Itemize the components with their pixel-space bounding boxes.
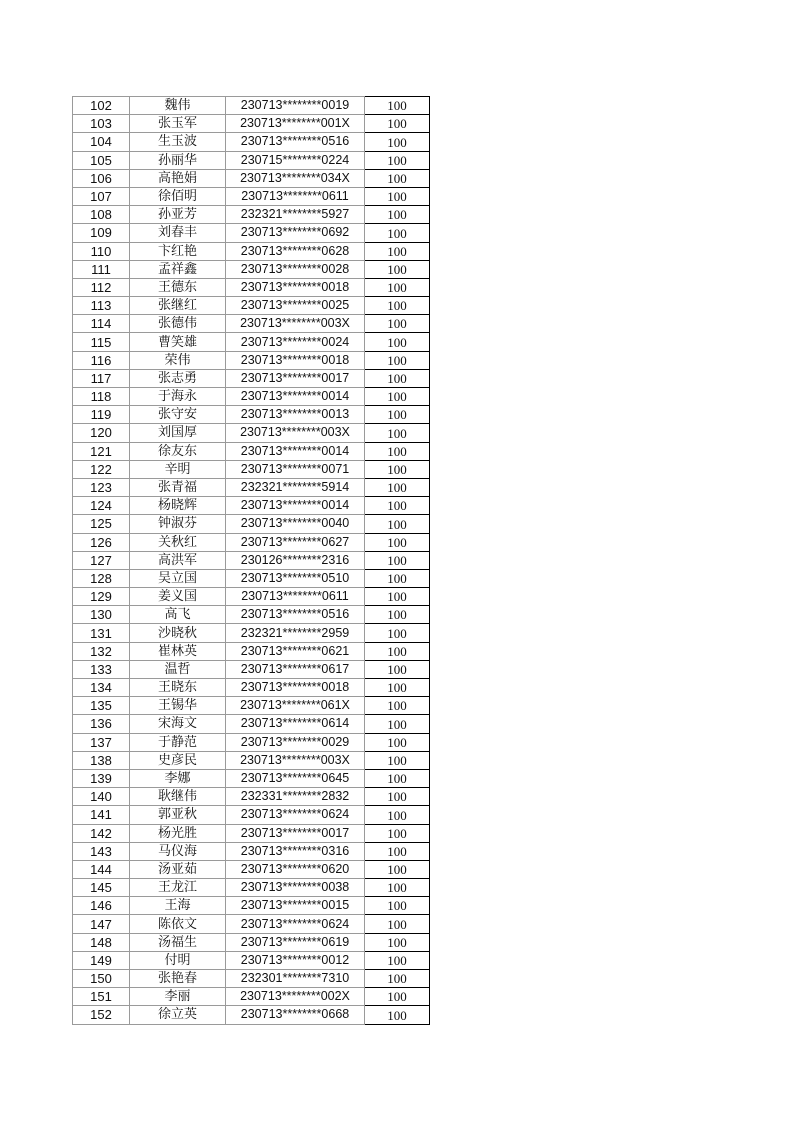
score-value: 100 (365, 242, 430, 260)
score-value: 100 (365, 115, 430, 133)
table-row (73, 497, 430, 515)
score-value: 100 (365, 824, 430, 842)
row-number: 119 (73, 406, 130, 424)
person-name: 王锡华 (130, 697, 226, 715)
person-name: 张守安 (130, 406, 226, 424)
person-name: 徐友东 (130, 442, 226, 460)
id-number: 230713********0627 (226, 533, 365, 551)
score-value: 100 (365, 315, 430, 333)
table-row (73, 1006, 430, 1024)
person-name: 孙丽华 (130, 151, 226, 169)
id-number: 230713********034X (226, 169, 365, 187)
person-name: 杨光胜 (130, 824, 226, 842)
id-number: 232321********2959 (226, 624, 365, 642)
person-name: 孙亚芳 (130, 206, 226, 224)
score-value: 100 (365, 806, 430, 824)
id-number: 230713********002X (226, 988, 365, 1006)
score-value: 100 (365, 151, 430, 169)
person-name: 于海永 (130, 388, 226, 406)
score-value: 100 (365, 769, 430, 787)
score-value: 100 (365, 497, 430, 515)
table-row (73, 788, 430, 806)
id-number: 230713********0014 (226, 388, 365, 406)
person-name: 徐佰明 (130, 187, 226, 205)
table-row (73, 351, 430, 369)
score-value: 100 (365, 187, 430, 205)
score-value: 100 (365, 642, 430, 660)
score-value: 100 (365, 351, 430, 369)
table-row (73, 187, 430, 205)
row-number: 104 (73, 133, 130, 151)
id-number: 230713********003X (226, 315, 365, 333)
table-row (73, 297, 430, 315)
table-row (73, 642, 430, 660)
score-value: 100 (365, 406, 430, 424)
row-number: 140 (73, 788, 130, 806)
table-row (73, 660, 430, 678)
row-number: 130 (73, 606, 130, 624)
table-row (73, 824, 430, 842)
row-number: 136 (73, 715, 130, 733)
id-number: 230713********0014 (226, 442, 365, 460)
table-row (73, 606, 430, 624)
row-number: 114 (73, 315, 130, 333)
table-row (73, 860, 430, 878)
person-name: 高洪军 (130, 551, 226, 569)
id-number: 232321********5914 (226, 478, 365, 496)
id-number: 230713********0620 (226, 860, 365, 878)
id-number: 230713********0029 (226, 733, 365, 751)
person-name: 张德伟 (130, 315, 226, 333)
table-row (73, 624, 430, 642)
id-number: 230713********0018 (226, 679, 365, 697)
person-name: 张青福 (130, 478, 226, 496)
table-row (73, 115, 430, 133)
person-name: 刘国厚 (130, 424, 226, 442)
row-number: 134 (73, 679, 130, 697)
person-name: 张艳春 (130, 970, 226, 988)
person-name: 张继红 (130, 297, 226, 315)
score-value: 100 (365, 333, 430, 351)
row-number: 135 (73, 697, 130, 715)
table-row (73, 879, 430, 897)
table-row (73, 933, 430, 951)
person-name: 马仪海 (130, 842, 226, 860)
row-number: 109 (73, 224, 130, 242)
person-name: 李丽 (130, 988, 226, 1006)
id-number: 230713********061X (226, 697, 365, 715)
score-value: 100 (365, 97, 430, 115)
table-row (73, 588, 430, 606)
row-number: 131 (73, 624, 130, 642)
id-number: 230713********0611 (226, 588, 365, 606)
person-name: 郭亚秋 (130, 806, 226, 824)
row-number: 139 (73, 769, 130, 787)
score-value: 100 (365, 860, 430, 878)
row-number: 115 (73, 333, 130, 351)
id-number: 230713********0611 (226, 187, 365, 205)
person-name: 关秋红 (130, 533, 226, 551)
row-number: 149 (73, 951, 130, 969)
table-row (73, 242, 430, 260)
score-value: 100 (365, 606, 430, 624)
row-number: 141 (73, 806, 130, 824)
row-number: 120 (73, 424, 130, 442)
score-value: 100 (365, 278, 430, 296)
row-number: 122 (73, 460, 130, 478)
person-name: 姜义国 (130, 588, 226, 606)
table-row (73, 533, 430, 551)
id-number: 230713********0516 (226, 606, 365, 624)
table-row (73, 151, 430, 169)
person-name: 刘春丰 (130, 224, 226, 242)
row-number: 150 (73, 970, 130, 988)
score-value: 100 (365, 133, 430, 151)
table-row (73, 970, 430, 988)
id-number: 232321********5927 (226, 206, 365, 224)
person-name: 张志勇 (130, 369, 226, 387)
score-value: 100 (365, 206, 430, 224)
row-number: 110 (73, 242, 130, 260)
row-number: 142 (73, 824, 130, 842)
score-value: 100 (365, 733, 430, 751)
person-name: 吴立国 (130, 569, 226, 587)
score-value: 100 (365, 551, 430, 569)
id-number: 232301********7310 (226, 970, 365, 988)
table-row (73, 842, 430, 860)
table-row (73, 460, 430, 478)
person-name: 卞红艳 (130, 242, 226, 260)
id-number: 230713********0019 (226, 97, 365, 115)
row-number: 138 (73, 751, 130, 769)
row-number: 112 (73, 278, 130, 296)
person-name: 曹笑雄 (130, 333, 226, 351)
person-name: 钟淑芬 (130, 515, 226, 533)
score-value: 100 (365, 715, 430, 733)
row-number: 107 (73, 187, 130, 205)
table-row (73, 260, 430, 278)
score-value: 100 (365, 897, 430, 915)
id-number: 230713********001X (226, 115, 365, 133)
score-value: 100 (365, 442, 430, 460)
score-value: 100 (365, 660, 430, 678)
score-value: 100 (365, 369, 430, 387)
score-value: 100 (365, 297, 430, 315)
table-row (73, 388, 430, 406)
table-row (73, 369, 430, 387)
id-number: 230715********0224 (226, 151, 365, 169)
person-name: 崔林英 (130, 642, 226, 660)
person-name: 汤亚茹 (130, 860, 226, 878)
id-number: 230713********0516 (226, 133, 365, 151)
row-number: 145 (73, 879, 130, 897)
table-row (73, 515, 430, 533)
person-name: 王德东 (130, 278, 226, 296)
person-name: 史彦民 (130, 751, 226, 769)
person-name: 张玉军 (130, 115, 226, 133)
person-name: 高艳娟 (130, 169, 226, 187)
id-number: 230713********0624 (226, 806, 365, 824)
id-number: 230713********0040 (226, 515, 365, 533)
id-number: 230713********0018 (226, 278, 365, 296)
table-row (73, 206, 430, 224)
row-number: 129 (73, 588, 130, 606)
id-number: 230713********0013 (226, 406, 365, 424)
score-value: 100 (365, 588, 430, 606)
score-value: 100 (365, 970, 430, 988)
person-name: 辛明 (130, 460, 226, 478)
id-number: 230713********0510 (226, 569, 365, 587)
score-value: 100 (365, 679, 430, 697)
score-value: 100 (365, 788, 430, 806)
roster-rows (73, 97, 430, 1025)
table-row (73, 169, 430, 187)
row-number: 121 (73, 442, 130, 460)
id-number: 232331********2832 (226, 788, 365, 806)
score-value: 100 (365, 388, 430, 406)
score-value: 100 (365, 260, 430, 278)
person-name: 沙晓秋 (130, 624, 226, 642)
person-name: 高飞 (130, 606, 226, 624)
row-number: 123 (73, 478, 130, 496)
score-value: 100 (365, 569, 430, 587)
row-number: 127 (73, 551, 130, 569)
row-number: 128 (73, 569, 130, 587)
person-name: 宋海文 (130, 715, 226, 733)
table-row (73, 988, 430, 1006)
row-number: 144 (73, 860, 130, 878)
person-name: 孟祥鑫 (130, 260, 226, 278)
row-number: 151 (73, 988, 130, 1006)
row-number: 137 (73, 733, 130, 751)
row-number: 118 (73, 388, 130, 406)
id-number: 230713********0668 (226, 1006, 365, 1024)
id-number: 230713********0614 (226, 715, 365, 733)
table-row (73, 551, 430, 569)
table-row (73, 733, 430, 751)
table-row (73, 97, 430, 115)
row-number: 146 (73, 897, 130, 915)
score-value: 100 (365, 224, 430, 242)
id-number: 230713********0012 (226, 951, 365, 969)
person-name: 杨晓辉 (130, 497, 226, 515)
row-number: 152 (73, 1006, 130, 1024)
person-name: 于静范 (130, 733, 226, 751)
row-number: 106 (73, 169, 130, 187)
person-name: 徐立英 (130, 1006, 226, 1024)
score-value: 100 (365, 951, 430, 969)
row-number: 132 (73, 642, 130, 660)
row-number: 126 (73, 533, 130, 551)
id-number: 230713********0024 (226, 333, 365, 351)
id-number: 230713********0038 (226, 879, 365, 897)
table-row (73, 442, 430, 460)
id-number: 230713********0071 (226, 460, 365, 478)
row-number: 133 (73, 660, 130, 678)
score-value: 100 (365, 988, 430, 1006)
table-row (73, 951, 430, 969)
row-number: 124 (73, 497, 130, 515)
table-row (73, 751, 430, 769)
score-value: 100 (365, 460, 430, 478)
id-number: 230713********0617 (226, 660, 365, 678)
roster-table (72, 96, 430, 1025)
score-value: 100 (365, 169, 430, 187)
id-number: 230713********003X (226, 424, 365, 442)
row-number: 103 (73, 115, 130, 133)
row-number: 116 (73, 351, 130, 369)
table-row (73, 333, 430, 351)
table-row (73, 424, 430, 442)
score-value: 100 (365, 624, 430, 642)
table-row (73, 478, 430, 496)
table-row (73, 315, 430, 333)
id-number: 230713********0014 (226, 497, 365, 515)
id-number: 230713********0624 (226, 915, 365, 933)
score-value: 100 (365, 915, 430, 933)
table-row (73, 278, 430, 296)
row-number: 148 (73, 933, 130, 951)
id-number: 230713********0025 (226, 297, 365, 315)
row-number: 111 (73, 260, 130, 278)
person-name: 生玉波 (130, 133, 226, 151)
id-number: 230713********0015 (226, 897, 365, 915)
id-number: 230713********0017 (226, 369, 365, 387)
person-name: 王海 (130, 897, 226, 915)
table-row (73, 897, 430, 915)
row-number: 147 (73, 915, 130, 933)
row-number: 117 (73, 369, 130, 387)
score-value: 100 (365, 478, 430, 496)
table-row (73, 406, 430, 424)
table-row (73, 133, 430, 151)
score-value: 100 (365, 697, 430, 715)
score-value: 100 (365, 1006, 430, 1024)
id-number: 230713********0018 (226, 351, 365, 369)
person-name: 魏伟 (130, 97, 226, 115)
id-number: 230713********0628 (226, 242, 365, 260)
id-number: 230713********0316 (226, 842, 365, 860)
person-name: 王晓东 (130, 679, 226, 697)
person-name: 王龙江 (130, 879, 226, 897)
score-value: 100 (365, 751, 430, 769)
person-name: 荣伟 (130, 351, 226, 369)
row-number: 105 (73, 151, 130, 169)
row-number: 143 (73, 842, 130, 860)
score-value: 100 (365, 515, 430, 533)
table-row (73, 806, 430, 824)
id-number: 230713********0621 (226, 642, 365, 660)
table-row (73, 715, 430, 733)
person-name: 陈依文 (130, 915, 226, 933)
score-value: 100 (365, 842, 430, 860)
table-row (73, 569, 430, 587)
score-value: 100 (365, 424, 430, 442)
table-row (73, 915, 430, 933)
person-name: 汤福生 (130, 933, 226, 951)
score-value: 100 (365, 533, 430, 551)
score-value: 100 (365, 879, 430, 897)
table-row (73, 769, 430, 787)
id-number: 230713********0645 (226, 769, 365, 787)
score-value: 100 (365, 933, 430, 951)
id-number: 230713********0017 (226, 824, 365, 842)
row-number: 113 (73, 297, 130, 315)
row-number: 102 (73, 97, 130, 115)
id-number: 230713********0619 (226, 933, 365, 951)
id-number: 230713********003X (226, 751, 365, 769)
id-number: 230713********0028 (226, 260, 365, 278)
person-name: 温哲 (130, 660, 226, 678)
table-row (73, 224, 430, 242)
id-number: 230713********0692 (226, 224, 365, 242)
person-name: 李娜 (130, 769, 226, 787)
id-number: 230126********2316 (226, 551, 365, 569)
table-row (73, 679, 430, 697)
row-number: 125 (73, 515, 130, 533)
person-name: 付明 (130, 951, 226, 969)
table-row (73, 697, 430, 715)
row-number: 108 (73, 206, 130, 224)
person-name: 耿继伟 (130, 788, 226, 806)
